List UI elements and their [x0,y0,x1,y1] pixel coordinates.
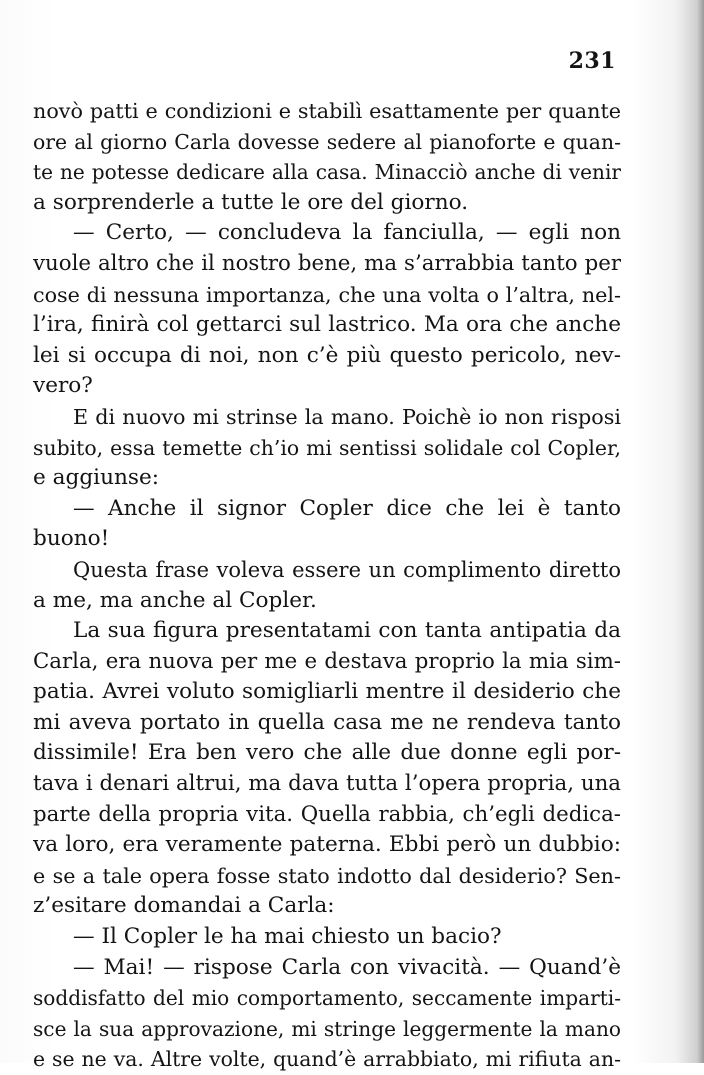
text-line: — Anche il signor Copler dice che lei è tanto [73,495,621,521]
text-line: tava i denari altrui, ma dava tutta l’opera propria, una [33,771,621,797]
text-line: e se ne va. Altre volte, quand’è arrabbiato, mi rifiuta an- [33,1047,621,1072]
text-line: lei si occupa di noi, non c’è più questo pericolo, nev- [33,342,621,368]
text-line: E di nuovo mi strinse la mano. Poichè io non risposi [73,404,621,429]
text-line: La sua figura presentatami con tanta antipatia da [73,618,621,644]
text-line: patia. Avrei voluto somigliarli mentre il desiderio che [33,679,621,705]
text-line: cose di nessuna importanza, che una volta o l’altra, nel- [33,282,621,307]
text-line: parte della propria vita. Quella rabbia, ch’egli dedica- [33,801,621,827]
text-line: l’ira, finirà col gettarci sul lastrico. Ma ora che anche [33,312,621,338]
text-line: Questa frase voleva essere un complimento diretto [73,557,621,582]
text-line: — Mai! — rispose Carla con vivacità. — Quand’è [73,954,621,980]
text-line: vero? [33,373,93,399]
text-line: a sorprenderle a tutte le ore del giorno. [33,189,469,215]
text-line: subito, essa temette ch’io mi sentissi solidale col Copler, [33,435,621,460]
text-line: ore al giorno Carla dovesse sedere al pianoforte e quan- [33,129,621,154]
text-line: Carla, era nuova per me e destava proprio la mia sim- [33,648,621,674]
text-line: va loro, era veramente paterna. Ebbi però un dubbio: [33,832,621,858]
text-line: soddisfatto del mio comportamento, seccamente imparti- [33,986,621,1011]
text-line: te ne potesse dedicare alla casa. Minacciò anche di venir [33,160,621,185]
text-line: dissimile! Era ben vero che alle due donne egli por- [33,740,621,766]
text-line: buono! [33,526,110,552]
page-body-text [33,96,621,1075]
text-line: — Certo, — concludeva la fanciulla, — egli non [73,220,621,246]
text-line: mi aveva portato in quella casa me ne rendeva tanto [33,709,621,735]
text-line: z’esitare domandai a Carla: [33,893,335,919]
text-line: vuole altro che il nostro bene, ma s’arrabbia tanto per [33,250,621,276]
text-line: e aggiunse: [33,465,160,491]
text-line: e se a tale opera fosse stato indotto dal desiderio? Sen- [33,863,621,888]
text-line: a me, ma anche al Copler. [33,587,317,613]
page-number: 231 [568,48,616,74]
text-line: sce la sua approvazione, mi stringe leggermente la mano [33,1016,621,1041]
text-line: novò patti e condizioni e stabilì esattamente per quante [33,99,621,123]
text-line: — Il Copler le ha mai chiesto un bacio? [73,924,502,950]
